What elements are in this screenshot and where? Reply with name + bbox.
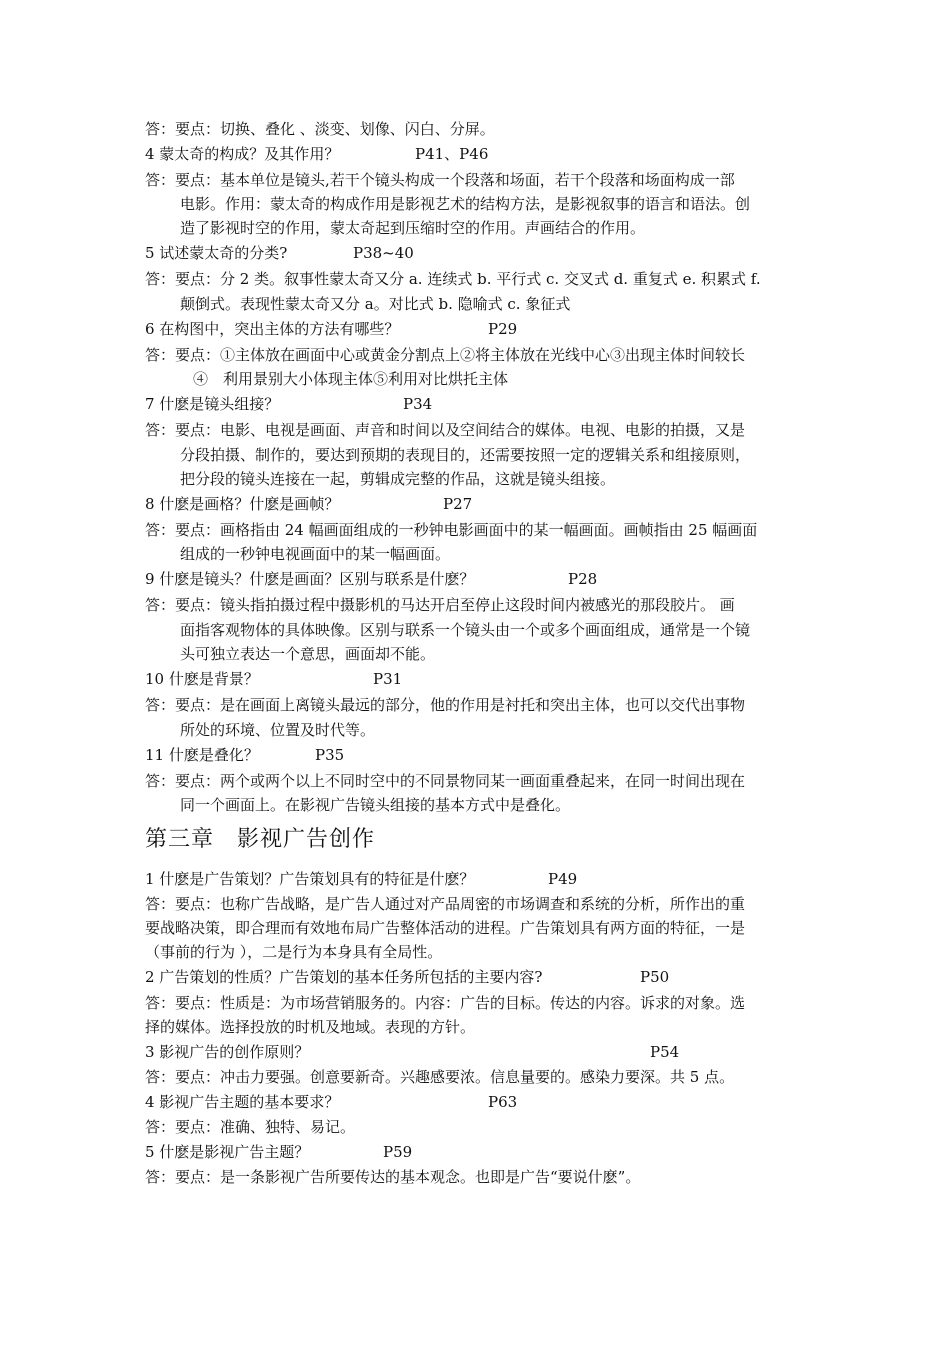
question-line: 1 什麽是广告策划？广告策划具有的特征是什麽？ P49 (145, 870, 578, 888)
text-line: 答：要点：性质是：为市场营销服务的。内容：广告的目标。传达的内容。诉求的对象。选 (145, 994, 746, 1012)
page-ref: P41、P46 (415, 145, 489, 163)
text-line: 答：要点：准确、独特、易记。 (145, 1118, 356, 1136)
text-line: 颠倒式。表现性蒙太奇又分 a。对比式 b. 隐喻式 c. 象征式 (180, 295, 571, 313)
text-line: 造了影视时空的作用，蒙太奇起到压缩时空的作用。声画结合的作用。 (180, 219, 646, 237)
text-line: 答：要点：也称广告战略，是广告人通过对产品周密的市场调查和系统的分析，所作出的重 (145, 895, 746, 913)
page-ref: P34 (403, 395, 433, 413)
question-line: 5 什麽是影视广告主题？ P59 (145, 1143, 413, 1161)
page-ref: P35 (315, 746, 345, 764)
text-line: 择的媒体。选择投放的时机及地域。表现的方针。 (145, 1018, 476, 1036)
question-line: 11 什麽是叠化？ P35 (145, 746, 345, 764)
text-line: 答：要点：电影、电视是画面、声音和时间以及空间结合的媒体。电视、电影的拍摄，又是 (145, 421, 746, 439)
text-line: 答：要点：是一条影视广告所要传达的基本观念。也即是广告“要说什麽”。 (145, 1168, 641, 1186)
chapter-heading: 第三章 影视广告创作 (145, 827, 376, 852)
page-ref: P59 (383, 1143, 413, 1161)
text-line: 答：要点：切换、叠化 、淡变、划像、闪白、分屏。 (145, 120, 495, 138)
question-line: 4 蒙太奇的构成？及其作用？ P41、P46 (145, 145, 489, 163)
question-line: 10 什麽是背景？ P31 (145, 670, 403, 688)
text-line: 要战略决策，即合理而有效地布局广告整体活动的进程。广告策划具有两方面的特征，一是 (145, 919, 746, 937)
text-line: 答：要点：画格指由 24 幅画面组成的一秒钟电影画面中的某一幅画面。画帧指由 25 幅画面 (145, 521, 758, 539)
page-ref: P54 (650, 1043, 680, 1061)
question-line: 6 在构图中，突出主体的方法有哪些？ P29 (145, 320, 518, 338)
text-line: 答：要点：基本单位是镜头,若干个镜头构成一个段落和场面，若干个段落和场面构成一部 (145, 171, 735, 189)
text-line: 答：要点：冲击力要强。创意要新奇。兴趣感要浓。信息量要的。感染力要深。共 5 点。 (145, 1068, 735, 1086)
question-line: 9 什麽是镜头？什麽是画面？区别与联系是什麽？ P28 (145, 570, 598, 588)
text-line: 把分段的镜头连接在一起，剪辑成完整的作品，这就是镜头组接。 (180, 470, 616, 488)
page-ref: P63 (488, 1093, 518, 1111)
text-line: ④ 利用景别大小体现主体⑤利用对比烘托主体 (193, 370, 509, 388)
text-line: 答：要点：分 2 类。叙事性蒙太奇又分 a. 连续式 b. 平行式 c. 交叉式 d. 重复式 e. 积累式 f. (145, 270, 761, 288)
text-line: 电影。作用：蒙太奇的构成作用是影视艺术的结构方法，是影视叙事的语言和语法。创 (180, 195, 751, 213)
text-line: （事前的行为 ），二是行为本身具有全局性。 (145, 943, 443, 961)
page-ref: P27 (443, 495, 473, 513)
question-line: 8 什麽是画格？什麽是画帧？ P27 (145, 495, 473, 513)
text-line: 答：要点：镜头指拍摄过程中摄影机的马达开启至停止这段时间内被感光的那段胶片。 画 (145, 596, 735, 614)
question-line: 3 影视广告的创作原则？ P54 (145, 1043, 680, 1061)
question-line: 7 什麽是镜头组接？ P34 (145, 395, 433, 413)
text-line: 分段拍摄、制作的，要达到预期的表现目的，还需要按照一定的逻辑关系和组接原则， (180, 446, 751, 464)
text-line: 所处的环境、位置及时代等。 (180, 721, 376, 739)
question-line: 4 影视广告主题的基本要求？ P63 (145, 1093, 518, 1111)
page-ref: P31 (373, 670, 403, 688)
text-line: 同一个画面上。在影视广告镜头组接的基本方式中是叠化。 (180, 796, 571, 814)
text-line: 答：要点：是在画面上离镜头最远的部分，他的作用是衬托和突出主体，也可以交代出事物 (145, 696, 746, 714)
text-line: 答：要点：两个或两个以上不同时空中的不同景物同某一画面重叠起来，在同一时间出现在 (145, 772, 746, 790)
page-ref: P49 (548, 870, 578, 888)
page-ref: P29 (488, 320, 518, 338)
question-line: 2 广告策划的性质？广告策划的基本任务所包括的主要内容? P50 (145, 968, 670, 986)
question-line: 5 试述蒙太奇的分类? P38~40 (145, 244, 414, 262)
text-line: 组成的一秒钟电视画面中的某一幅画面。 (180, 545, 451, 563)
text-line: 面指客观物体的具体映像。区别与联系一个镜头由一个或多个画面组成，通常是一个镜 (180, 621, 751, 639)
page-ref: P28 (568, 570, 598, 588)
text-line: 答：要点：①主体放在画面中心或黄金分割点上②将主体放在光线中心③出现主体时间较长 (145, 346, 746, 364)
page-ref: P50 (640, 968, 670, 986)
page-ref: P38~40 (353, 244, 414, 262)
text-line: 头可独立表达一个意思，画面却不能。 (180, 645, 436, 663)
